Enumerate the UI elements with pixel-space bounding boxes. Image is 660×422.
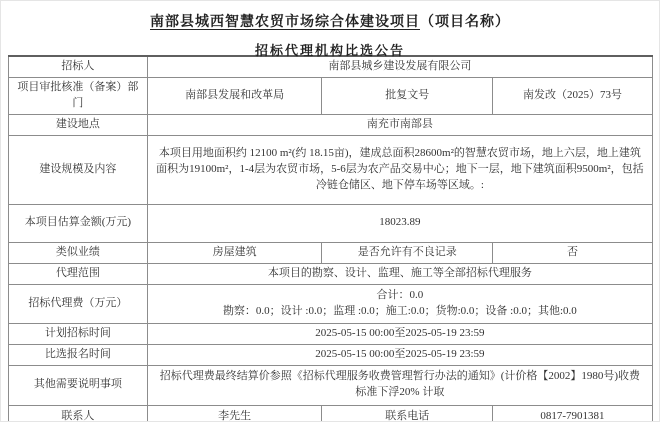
table-row-performance [8, 242, 652, 263]
approval-doc-label: 批复文号 [322, 77, 493, 114]
contact-phone-label: 联系电话 [322, 405, 493, 422]
table-row-scope [8, 263, 652, 284]
notes-value: 招标代理费最终结算价参照《招标代理服务收费管理暂行办法的通知》(计价格【2002】1980号)收费标准下浮20% 计取 [148, 365, 652, 405]
contact-label: 联系人 [8, 405, 148, 422]
scale-value: 本项目用地面积约 12100 m²(约 18.15亩)，建成总面积28600m²的智慧农贸市场，地上六层，地上建筑面积为19100m²，1-4层为农贸市场，5-6层为农产品交易中心；地下一层，地下建筑面积9500m²，包括冷链仓储区、地下停车场等区域。: [148, 135, 652, 204]
table-row-estimate [8, 204, 652, 242]
performance-value: 房屋建筑 [148, 242, 322, 263]
bidder-label: 招标人 [8, 56, 148, 77]
notes-label: 其他需要说明事项 [8, 365, 148, 405]
table-row-bidder [8, 56, 652, 77]
approval-dept-value: 南部县发展和改革局 [148, 77, 322, 114]
announcement-table [8, 55, 653, 422]
table-row-contact [8, 405, 652, 422]
page-title [1, 11, 659, 31]
table-row-approval [8, 77, 652, 114]
project-name-suffix: （项目名称） [420, 15, 510, 30]
table-row-fee [8, 284, 652, 323]
table-row-notes [8, 365, 652, 405]
estimate-value: 18023.89 [148, 204, 652, 242]
announcement-header [1, 1, 659, 58]
approval-doc-value: 南发改（2025）73号 [493, 77, 652, 114]
scale-label: 建设规模及内容 [8, 135, 148, 204]
contact-phone-value: 0817-7901381 [493, 405, 652, 422]
location-value: 南充市南部县 [148, 114, 652, 135]
performance-label: 类似业绩 [8, 242, 148, 263]
project-name: 南部县城西智慧农贸市场综合体建设项目 [150, 15, 420, 30]
scope-label: 代理范围 [8, 263, 148, 284]
location-label: 建设地点 [8, 114, 148, 135]
table-row-signup-time [8, 344, 652, 365]
bad-record-label: 是否允许有不良记录 [322, 242, 493, 263]
scope-value: 本项目的勘察、设计、监理、施工等全部招标代理服务 [148, 263, 652, 284]
bad-record-value: 否 [493, 242, 652, 263]
table-row-location [8, 114, 652, 135]
signup-time-label: 比选报名时间 [8, 344, 148, 365]
table-row-plan-time [8, 323, 652, 344]
page-subtitle: 招标代理机构比选公告 [254, 43, 405, 58]
signup-time-value: 2025-05-15 00:00至2025-05-19 23:59 [148, 344, 652, 365]
plan-time-value: 2025-05-15 00:00至2025-05-19 23:59 [148, 323, 652, 344]
estimate-label: 本项目估算金额(万元) [8, 204, 148, 242]
fee-label: 招标代理费（万元） [8, 284, 148, 323]
contact-value: 李先生 [148, 405, 322, 422]
fee-breakdown: 勘察：0.0；设计 :0.0；监理 :0.0；施工:0.0；货物:0.0；设备 :0.0；其他:0.0 [222, 304, 577, 317]
table-row-scale [8, 135, 652, 204]
plan-time-label: 计划招标时间 [8, 323, 148, 344]
bidder-value: 南部县城乡建设发展有限公司 [148, 56, 652, 77]
fee-value [148, 284, 652, 323]
approval-dept-label: 项目审批核准（备案）部门 [8, 77, 148, 114]
fee-total: 合计：0.0 [376, 288, 424, 301]
